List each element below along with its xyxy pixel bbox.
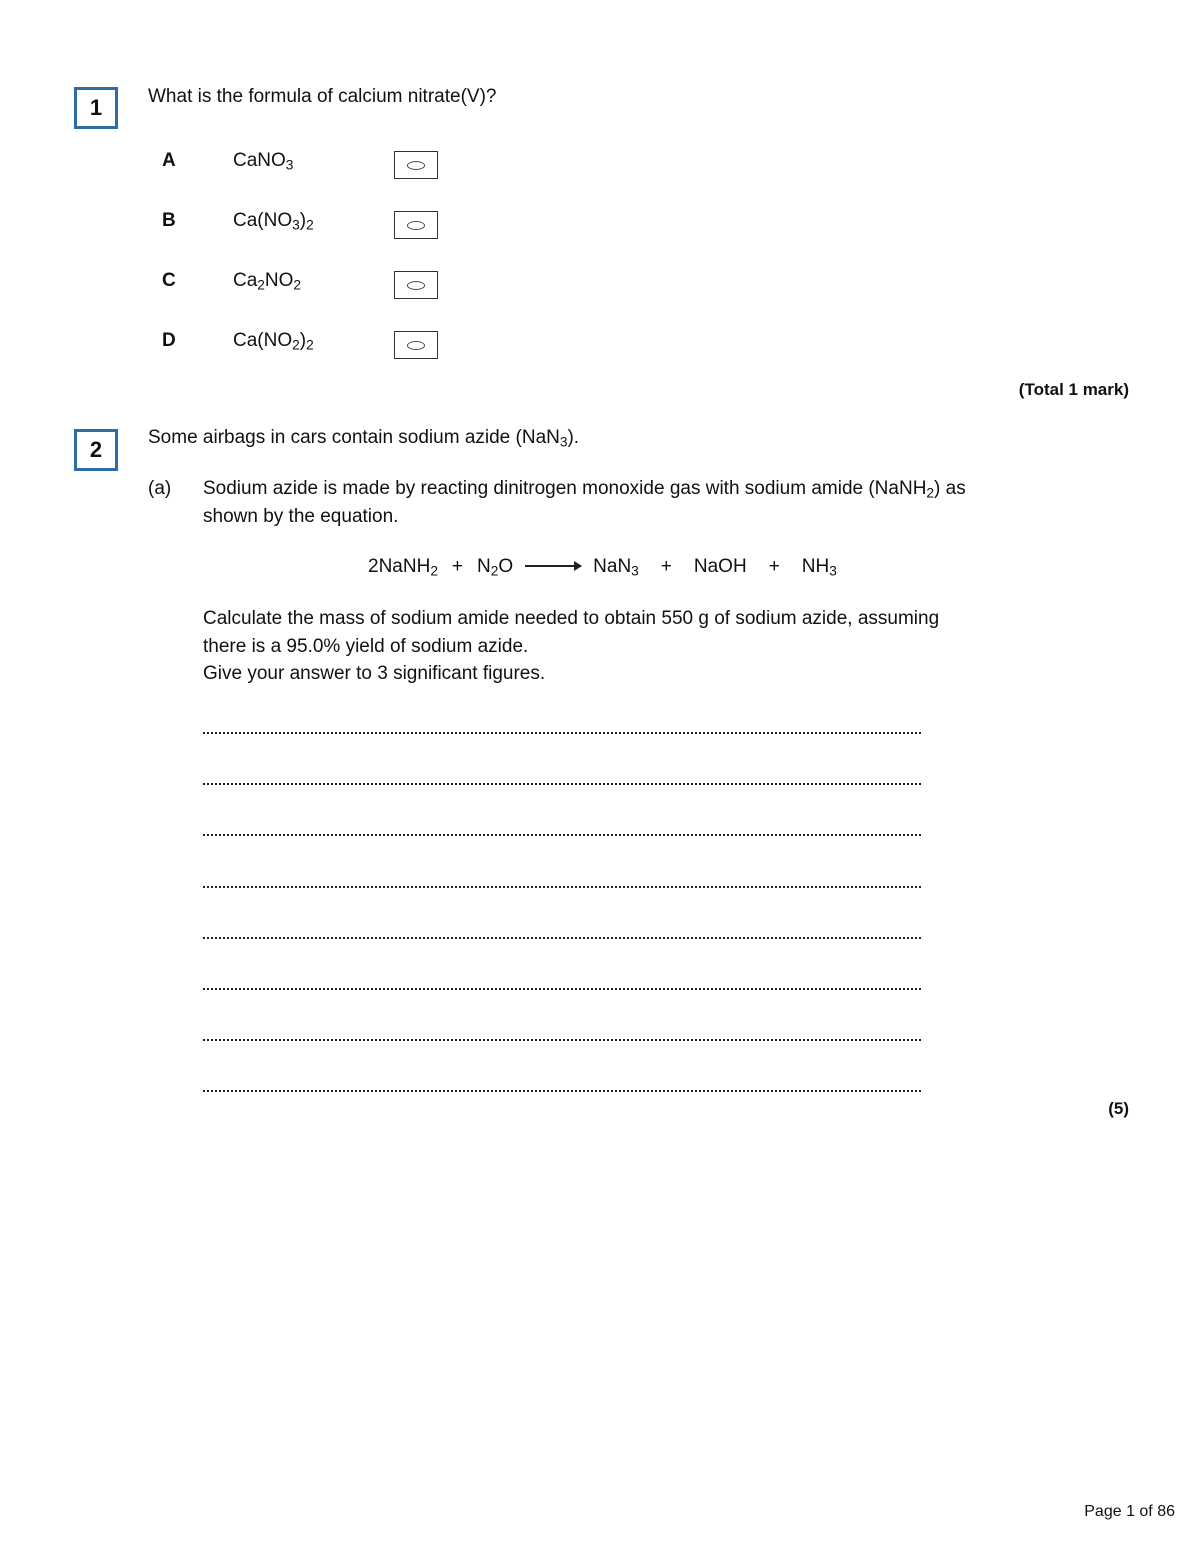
oval-bubble-icon — [407, 161, 425, 170]
oval-bubble-icon — [407, 281, 425, 290]
answer-line[interactable] — [203, 824, 921, 836]
answer-line[interactable] — [203, 773, 921, 785]
part-a-marks: (5) — [1108, 1099, 1129, 1118]
question-2-intro: Some airbags in cars contain sodium azide (NaN$_3$). — [148, 427, 580, 450]
part-a-line-1: Sodium azide is made by reacting dinitrogen monoxide gas with sodium amide (NaNH$_2$) as — [203, 478, 966, 501]
answer-line[interactable] — [203, 722, 921, 734]
option-checkbox-a[interactable] — [394, 151, 438, 179]
plus-sign: + — [768, 556, 780, 577]
product-sodium-hydroxide: NaOH — [693, 556, 747, 577]
instruction-line-1: Calculate the mass of sodium amide needed to obtain 550 g of sodium azide, assuming — [203, 608, 940, 629]
option-formula-a: CaNO$_3$ — [233, 150, 294, 173]
question-number-2: 2 — [74, 429, 118, 471]
part-a-label: (a) — [148, 478, 172, 499]
answer-line[interactable] — [203, 876, 921, 888]
option-letter-a: A — [162, 150, 176, 171]
option-letter-c: C — [162, 270, 176, 291]
option-formula-b: $Ca(NO_3)_2$ — [233, 210, 314, 233]
answer-line[interactable] — [203, 978, 921, 990]
product-ammonia: $NH_3$ — [801, 556, 837, 579]
reactant-sodium-amide: 2NaNH$_2$ — [368, 556, 438, 579]
question-number-1: 1 — [74, 87, 118, 129]
page-number: Page 1 of 86 — [1084, 1503, 1175, 1520]
question-1-text: What is the formula of calcium nitrate(V)? — [148, 86, 497, 107]
oval-bubble-icon — [407, 221, 425, 230]
option-checkbox-c[interactable] — [394, 271, 438, 299]
chemical-equation — [368, 556, 837, 578]
answer-line[interactable] — [203, 1080, 921, 1092]
instruction-line-3: Give your answer to 3 significant figures. — [203, 663, 546, 684]
option-checkbox-d[interactable] — [394, 331, 438, 359]
option-formula-c: $Ca_2NO_2$ — [233, 270, 302, 293]
option-formula-d: $Ca(NO_2)_2$ — [233, 330, 314, 353]
product-sodium-azide: NaN$_3$ — [593, 556, 639, 579]
answer-line[interactable] — [203, 1029, 921, 1041]
part-a-line-2: shown by the equation. — [203, 506, 399, 527]
answer-line[interactable] — [203, 927, 921, 939]
option-checkbox-b[interactable] — [394, 211, 438, 239]
oval-bubble-icon — [407, 341, 425, 350]
reactant-dinitrogen-monoxide: $N_2O$ — [477, 556, 514, 579]
total-marks: (Total 1 mark) — [1018, 380, 1129, 399]
plus-sign: + — [451, 556, 464, 577]
option-letter-d: D — [162, 330, 176, 351]
instruction-line-2: there is a 95.0% yield of sodium azide. — [203, 636, 529, 657]
option-letter-b: B — [162, 210, 176, 231]
plus-sign: + — [660, 556, 672, 577]
reaction-arrow-icon — [525, 565, 581, 567]
